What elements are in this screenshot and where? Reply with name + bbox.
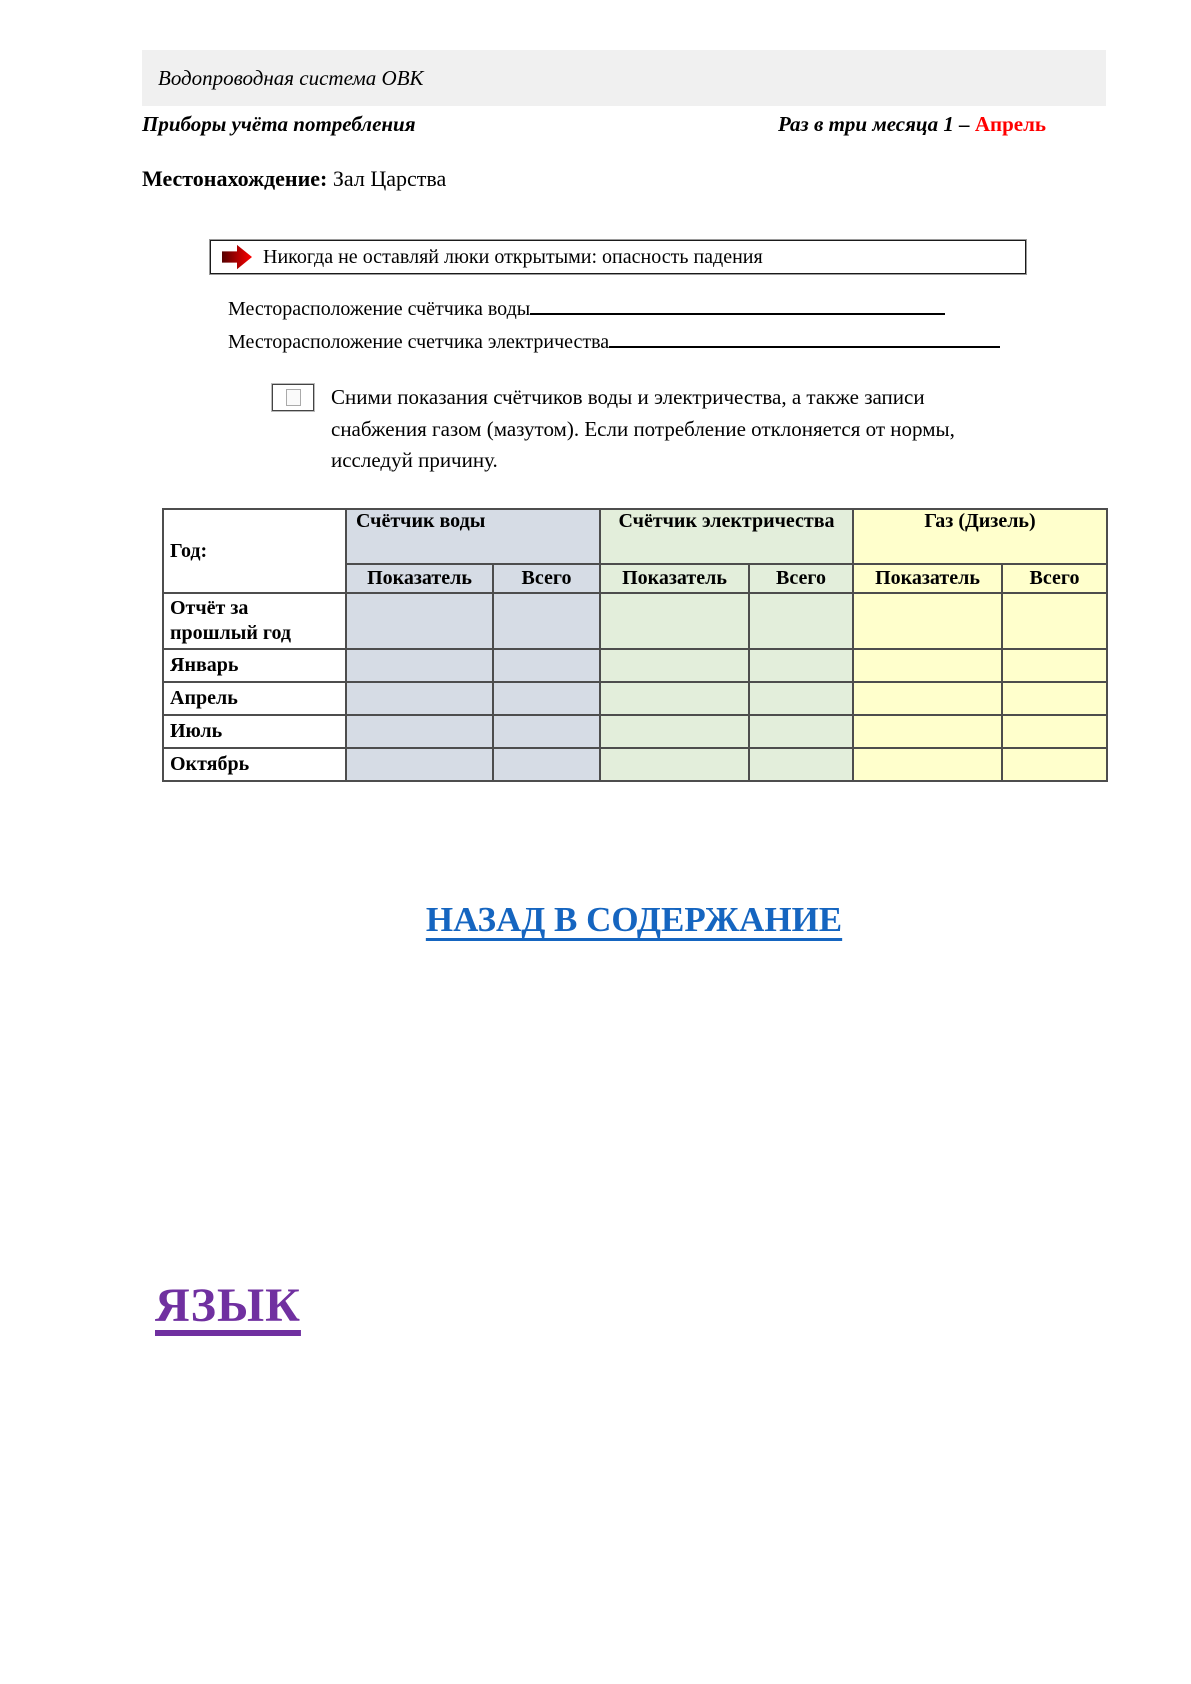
table-cell-empty — [346, 715, 493, 748]
table-cell-empty — [493, 715, 600, 748]
table-row — [163, 649, 1107, 682]
electric-meter-location-blank — [609, 346, 1000, 348]
table-cell-empty — [1002, 682, 1107, 715]
water-meter-location-line — [228, 298, 945, 331]
checkbox-icon[interactable] — [272, 384, 314, 411]
electric-meter-location-label: Месторасположение счетчика электричества — [228, 331, 610, 353]
table-cell-empty — [600, 715, 749, 748]
table-cell-empty — [749, 715, 853, 748]
checkbox-inner-square — [286, 389, 301, 406]
table-row — [163, 748, 1107, 781]
table-cell-empty — [749, 649, 853, 682]
table-row — [163, 715, 1107, 748]
row-label-april: Апрель — [163, 682, 346, 715]
table-cell-empty — [853, 682, 1002, 715]
year-header-cell: Год: — [163, 509, 346, 593]
electric-meter-group-header: Счётчик электричества — [600, 509, 853, 564]
table-cell-empty — [749, 748, 853, 781]
location-line — [142, 166, 446, 192]
table-cell-empty — [600, 649, 749, 682]
water-meter-location-blank — [530, 313, 945, 315]
row-label-last-year: Отчёт за прошлый год — [163, 593, 346, 649]
warning-box — [210, 240, 1026, 274]
table-cell-empty — [493, 593, 600, 649]
table-group-header-row — [163, 509, 1107, 564]
gas-group-header: Газ (Дизель) — [853, 509, 1107, 564]
row-label-january: Январь — [163, 649, 346, 682]
red-arrow-icon — [222, 244, 252, 270]
document-title: Водопроводная система ОВК — [158, 65, 424, 90]
electric-reading-header: Показатель — [600, 564, 749, 593]
schedule-text — [778, 112, 1046, 137]
table-cell-empty — [493, 748, 600, 781]
electric-total-header: Всего — [749, 564, 853, 593]
table-cell-empty — [600, 748, 749, 781]
water-total-header: Всего — [493, 564, 600, 593]
location-label: Местонахождение: — [142, 166, 328, 191]
table-cell-empty — [749, 682, 853, 715]
schedule-prefix: Раз в три месяца 1 – — [777, 112, 975, 136]
back-to-contents-link[interactable]: НАЗАД В СОДЕРЖАНИЕ — [425, 900, 843, 939]
table-cell-empty — [346, 682, 493, 715]
water-meter-location-label: Месторасположение счётчика воды — [228, 298, 531, 320]
table-cell-empty — [1002, 748, 1107, 781]
table-cell-empty — [600, 682, 749, 715]
table-cell-empty — [1002, 593, 1107, 649]
water-meter-group-header: Счётчик воды — [346, 509, 600, 564]
meter-location-lines — [228, 298, 1000, 364]
gas-reading-header: Показатель — [853, 564, 1002, 593]
table-cell-empty — [346, 748, 493, 781]
table-row — [163, 682, 1107, 715]
table-cell-empty — [853, 715, 1002, 748]
subheader-row — [142, 112, 1106, 137]
table-cell-empty — [1002, 649, 1107, 682]
table-cell-empty — [853, 593, 1002, 649]
language-link[interactable]: ЯЗЫК — [155, 1279, 301, 1332]
water-reading-header: Показатель — [346, 564, 493, 593]
gas-total-header: Всего — [1002, 564, 1107, 593]
table-cell-empty — [1002, 715, 1107, 748]
table-row — [163, 593, 1107, 649]
table-cell-empty — [493, 649, 600, 682]
electric-meter-location-line — [228, 331, 1000, 364]
checklist-text: Сними показания счётчиков воды и электричества, а также записи снабжения газом (мазутом). Если потребление отклоняется от нормы, исследуй причину. — [331, 385, 955, 472]
location-value: Зал Царства — [327, 166, 447, 191]
section-title: Приборы учёта потребления — [142, 112, 416, 136]
table-cell-empty — [346, 649, 493, 682]
table-cell-empty — [749, 593, 853, 649]
checklist-item — [272, 382, 991, 477]
table-cell-empty — [853, 649, 1002, 682]
table-cell-empty — [600, 593, 749, 649]
row-label-october: Октябрь — [163, 748, 346, 781]
table-cell-empty — [853, 748, 1002, 781]
row-label-july: Июль — [163, 715, 346, 748]
warning-text: Никогда не оставляй люки открытыми: опасность падения — [263, 245, 763, 268]
table-cell-empty — [346, 593, 493, 649]
header-bar — [142, 50, 1106, 106]
schedule-month: Апрель — [974, 112, 1046, 136]
meter-readings-table — [162, 508, 1108, 782]
table-cell-empty — [493, 682, 600, 715]
